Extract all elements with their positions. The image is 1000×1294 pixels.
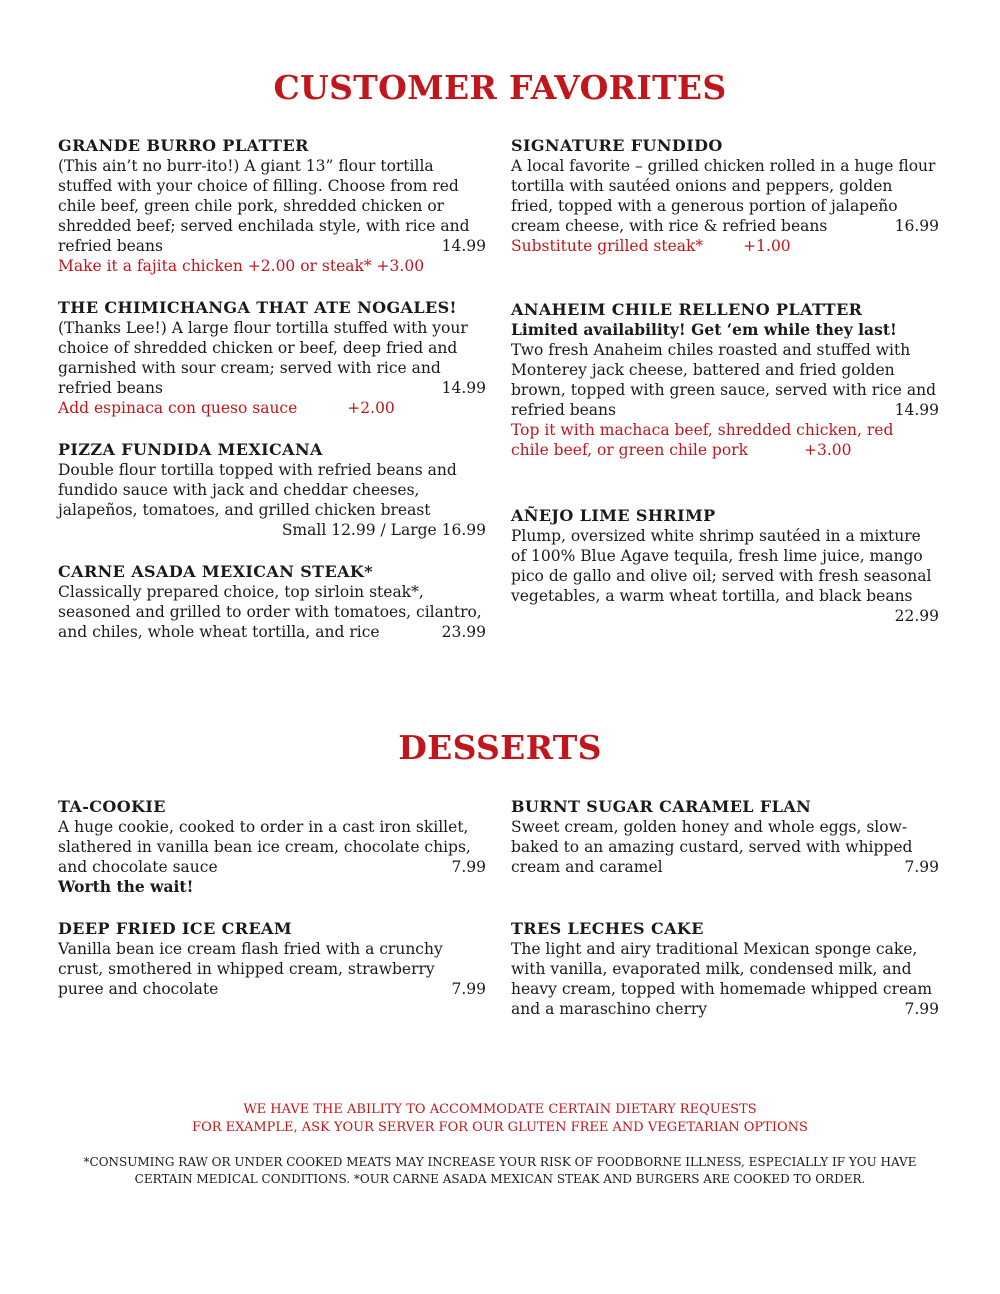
item-description-line: and chocolate sauce — [58, 858, 218, 876]
item-price: 7.99 — [451, 858, 486, 876]
item-description-line: stuffed with your choice of filling. Choose from red — [58, 177, 459, 195]
item-price-line — [511, 400, 939, 420]
menu-item-pizza-fundida — [58, 440, 486, 540]
menu-item-chimichanga — [58, 298, 486, 418]
item-name: GRANDE BURRO PLATTER — [58, 136, 309, 155]
item-price: 16.99 — [894, 217, 939, 235]
item-addon — [511, 440, 939, 460]
item-price: Small 12.99 / Large 16.99 — [281, 521, 486, 539]
addon-price: +2.00 — [347, 399, 395, 417]
item-price: 22.99 — [894, 607, 939, 625]
item-description-line: choice of shredded chicken or beef, deep fried and — [58, 339, 458, 357]
item-price-line — [511, 999, 939, 1019]
item-description-line: tortilla with sautéed onions and peppers, golden — [511, 177, 893, 195]
dietary-notice: FOR EXAMPLE, ASK YOUR SERVER FOR OUR GLUTEN FREE AND VEGETARIAN OPTIONS — [192, 1120, 808, 1135]
item-description-line: refried beans — [58, 237, 163, 255]
item-description-line: with vanilla, evaporated milk, condensed milk, and — [511, 960, 912, 978]
health-warning: CERTAIN MEDICAL CONDITIONS. *OUR CARNE ASADA MEXICAN STEAK AND BURGERS ARE COOKED TO ORDER. — [134, 1172, 866, 1186]
item-price: 14.99 — [441, 237, 486, 255]
item-addon: Top it with machaca beef, shredded chicken, red — [511, 421, 894, 439]
item-description-line: (Thanks Lee!) A large flour tortilla stuffed with your — [58, 319, 468, 337]
item-price-line — [511, 857, 939, 877]
item-name: DEEP FRIED ICE CREAM — [58, 919, 292, 938]
menu-item-grande-burro-platter — [58, 136, 486, 276]
menu-item-deep-fried-ice-cream — [58, 919, 486, 999]
item-description-line: refried beans — [511, 401, 616, 419]
addon-price: +3.00 — [803, 441, 852, 459]
item-description-line: and a maraschino cherry — [511, 1000, 708, 1018]
item-description-line: chile beef, green chile pork, shredded chicken or — [58, 197, 445, 215]
item-price: 14.99 — [441, 379, 486, 397]
menu-item-anejo-lime-shrimp — [511, 506, 939, 626]
item-description-line: pico de gallo and olive oil; served with fresh seasonal — [511, 567, 932, 585]
item-description-line: vegetables, a warm wheat tortilla, and black beans — [511, 587, 913, 605]
item-description-line: Double flour tortilla topped with refried beans and — [58, 461, 457, 479]
item-description-line: A huge cookie, cooked to order in a cast iron skillet, — [58, 818, 469, 836]
item-description-line: shredded beef; served enchilada style, with rice and — [58, 217, 470, 235]
item-price-line — [58, 979, 486, 999]
item-description-line: puree and chocolate — [58, 980, 219, 998]
item-price-line — [58, 857, 486, 877]
addon-text: Add espinaca con queso sauce — [58, 399, 298, 417]
item-name: THE CHIMICHANGA THAT ATE NOGALES! — [58, 298, 457, 317]
item-description-line: Plump, oversized white shrimp sautéed in a mixture — [511, 527, 921, 545]
item-description-line: crust, smothered in whipped cream, strawberry — [58, 960, 435, 978]
addon-price: +1.00 — [743, 237, 791, 255]
item-description-line: seasoned and grilled to order with tomatoes, cilantro, — [58, 603, 482, 621]
item-name: AÑEJO LIME SHRIMP — [511, 506, 716, 525]
item-name: TRES LECHES CAKE — [511, 919, 704, 938]
menu-item-anaheim-chile-relleno — [511, 300, 939, 460]
item-description-line: A local favorite – grilled chicken rolled in a huge flour — [511, 157, 936, 175]
customer-favorites-title: CUSTOMER FAVORITES — [273, 68, 727, 107]
item-description-line: Two fresh Anaheim chiles roasted and stuffed with — [511, 341, 911, 359]
menu-item-carne-asada — [58, 562, 486, 642]
item-description-line: Classically prepared choice, top sirloin steak*, — [58, 583, 424, 601]
item-description-line: Sweet cream, golden honey and whole eggs, slow- — [511, 818, 908, 836]
item-description-line: Vanilla bean ice cream flash fried with a crunchy — [58, 940, 443, 958]
addon-text: chile beef, or green chile pork — [511, 441, 748, 459]
item-price: 14.99 — [894, 401, 939, 419]
item-description-line: slathered in vanilla bean ice cream, chocolate chips, — [58, 838, 471, 856]
item-addon — [58, 398, 486, 418]
item-price-line — [58, 622, 486, 642]
addon-text: Substitute grilled steak* — [511, 237, 704, 255]
menu-item-caramel-flan — [511, 797, 939, 877]
item-description-line: Monterey jack cheese, battered and fried golden — [511, 361, 895, 379]
item-addon — [511, 236, 939, 256]
item-description-line: heavy cream, topped with homemade whipped cream — [511, 980, 933, 998]
item-name: CARNE ASADA MEXICAN STEAK* — [58, 562, 373, 581]
item-price: 7.99 — [904, 1000, 939, 1018]
item-price: 7.99 — [904, 858, 939, 876]
menu-item-ta-cookie — [58, 797, 486, 897]
item-description-line: fried, topped with a generous portion of jalapeño — [511, 197, 898, 215]
item-name: PIZZA FUNDIDA MEXICANA — [58, 440, 323, 459]
item-description-line: refried beans — [58, 379, 163, 397]
item-description-line: cream cheese, with rice & refried beans — [511, 217, 828, 235]
desserts-title: DESSERTS — [398, 728, 602, 767]
item-price-line — [58, 236, 486, 256]
item-price-line — [58, 378, 486, 398]
menu-item-tres-leches-cake — [511, 919, 939, 1019]
item-description-line: baked to an amazing custard, served with whipped — [511, 838, 913, 856]
item-addon: Make it a fajita chicken +2.00 or steak* +3.00 — [58, 257, 425, 275]
item-name: BURNT SUGAR CARAMEL FLAN — [511, 797, 812, 816]
item-description-line: jalapeños, tomatoes, and grilled chicken breast — [58, 501, 431, 519]
item-description-line: (This ain’t no burr-ito!) A giant 13” flour tortilla — [58, 157, 434, 175]
item-note: Limited availability! Get ‘em while they last! — [511, 320, 897, 339]
dietary-notice: WE HAVE THE ABILITY TO ACCOMMODATE CERTAIN DIETARY REQUESTS — [243, 1102, 757, 1117]
item-description-line: and chiles, whole wheat tortilla, and rice — [58, 623, 380, 641]
health-warning: *CONSUMING RAW OR UNDER COOKED MEATS MAY INCREASE YOUR RISK OF FOODBORNE ILLNESS, ESPECIALLY IF YOU HAVE — [83, 1155, 917, 1169]
item-name: SIGNATURE FUNDIDO — [511, 136, 723, 155]
item-name: TA-COOKIE — [58, 797, 166, 816]
item-price: 23.99 — [441, 623, 486, 641]
item-description-line: of 100% Blue Agave tequila, fresh lime juice, mango — [511, 547, 923, 565]
item-description-line: garnished with sour cream; served with rice and — [58, 359, 441, 377]
menu-item-signature-fundido — [511, 136, 939, 256]
item-description-line: The light and airy traditional Mexican sponge cake, — [511, 940, 918, 958]
item-price: 7.99 — [451, 980, 486, 998]
item-description-line: fundido sauce with jack and cheddar cheeses, — [58, 481, 420, 499]
item-name: ANAHEIM CHILE RELLENO PLATTER — [511, 300, 863, 319]
item-description-line: brown, topped with green sauce, served with rice and — [511, 381, 937, 399]
item-price-line — [511, 216, 939, 236]
item-description-line: cream and caramel — [511, 858, 663, 876]
item-note: Worth the wait! — [58, 877, 194, 896]
